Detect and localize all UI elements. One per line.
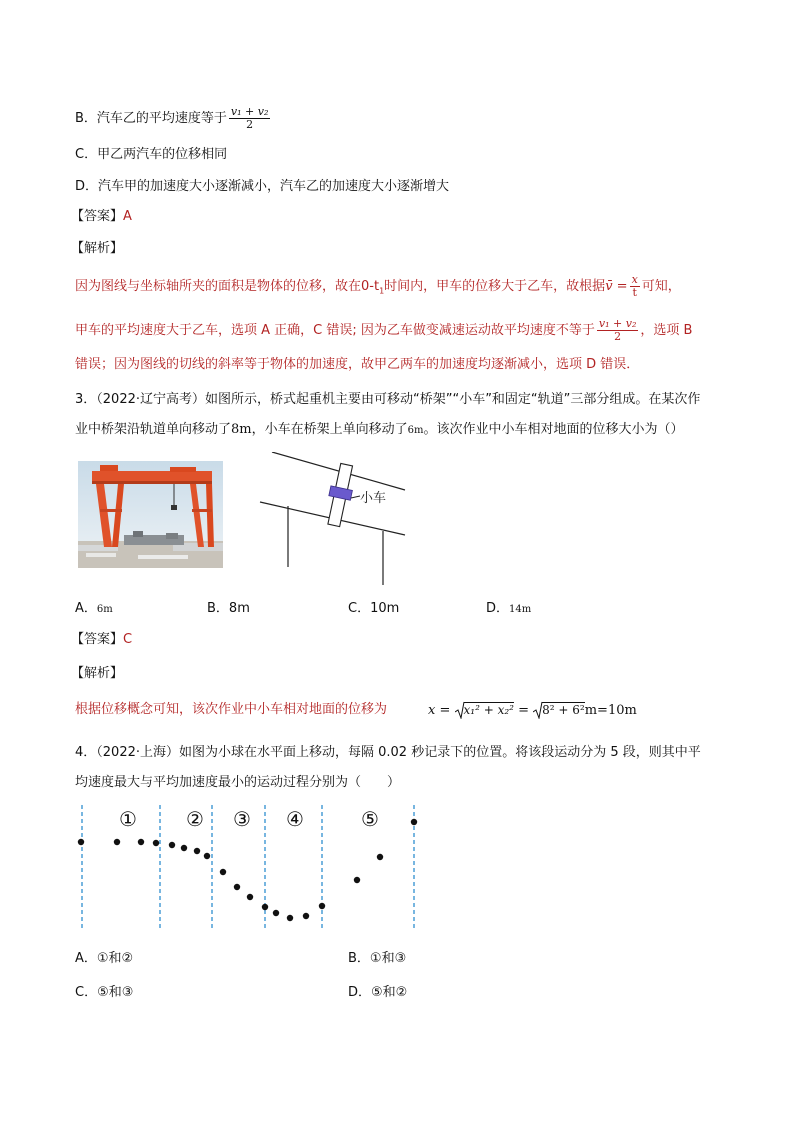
ball-position xyxy=(273,910,279,916)
answer-value: C xyxy=(123,632,133,647)
expl-sub: 1 xyxy=(379,286,385,296)
radicand: 8² + 6² xyxy=(542,703,585,717)
ball-position xyxy=(262,904,268,910)
ball-position xyxy=(354,877,360,883)
segment-label-4: ④ xyxy=(286,807,304,831)
option-letter: A． xyxy=(75,601,97,616)
crane-diagram xyxy=(250,452,420,588)
q2-option-b-fraction xyxy=(229,106,270,131)
ball-position xyxy=(411,819,417,825)
q3-option-c: C．10m xyxy=(348,601,400,616)
stem-value: 8m xyxy=(231,422,252,437)
expl-text: 因为图线与坐标轴所夹的面积是物体的位移，故在 xyxy=(75,279,362,294)
answer-label: 【答案】 xyxy=(71,632,124,647)
formula-tail: m=10m xyxy=(584,703,637,718)
q3-analysis-label: 【解析】 xyxy=(71,666,124,681)
ball-position xyxy=(377,854,383,860)
expl-text: ，选项 B xyxy=(640,323,693,338)
formula-root-2 xyxy=(533,701,585,720)
motion-diagram xyxy=(70,800,430,935)
trolley-label: 小车 xyxy=(360,491,387,506)
frac-numerator: x xyxy=(631,273,638,286)
q3-formula xyxy=(428,701,637,720)
q4-option-b: B．①和③ xyxy=(348,951,407,966)
segment-label-5: ⑤ xyxy=(361,807,379,831)
q2-explanation-line3: 错误；因为图线的切线的斜率等于物体的加速度，故甲乙两车的加速度均逐渐减小，选项 D 错误． xyxy=(75,357,640,372)
q2-explanation-line1 xyxy=(75,274,681,301)
expl-text: 甲车的平均速度大于乙车，选项 A 正确，C 错误; 因为乙车做变减速运动故平均速度不等于 xyxy=(75,323,595,338)
formula-root-1 xyxy=(455,701,514,720)
ball-position xyxy=(194,848,200,854)
q2-answer xyxy=(71,208,132,226)
ball-position xyxy=(303,913,309,919)
stem-text: 。该次作业中小车相对地面的位移大小为（） xyxy=(423,422,684,437)
option-letter: D． xyxy=(486,601,510,616)
formula-eq: = xyxy=(518,703,530,718)
trolley-leader xyxy=(351,496,360,498)
q2-option-d: D．汽车甲的加速度大小逐渐减小，汽车乙的加速度大小逐渐增大 xyxy=(75,179,450,194)
ball-position xyxy=(234,884,240,890)
stem-value: 6m xyxy=(407,425,424,436)
segment-label-2: ② xyxy=(186,807,204,831)
ball-position xyxy=(319,903,325,909)
q2-option-c: C．甲乙两汽车的位移相同 xyxy=(75,147,228,162)
q3-option-d xyxy=(486,600,531,619)
stem-text: 业中桥架沿轨道单向移动了 xyxy=(75,422,232,437)
expl-text: 可知， xyxy=(641,279,681,294)
ball-position xyxy=(153,840,159,846)
ball-position xyxy=(169,842,175,848)
ball-position xyxy=(181,845,187,851)
frac-denominator: 2 xyxy=(246,118,254,131)
option-value: 14m xyxy=(509,604,532,615)
q2-x-over-t xyxy=(630,274,640,299)
expl-text: 时间内，甲车的位移大于乙车，故根据 xyxy=(384,279,606,294)
stem-text: ，小车在桥架上单向移动了 xyxy=(251,422,408,437)
ball-position xyxy=(114,839,120,845)
expl-vbar: v̄ = xyxy=(605,279,628,294)
option-value: 6m xyxy=(96,604,113,615)
radical-icon xyxy=(533,701,543,719)
q2-option-b xyxy=(75,106,272,131)
ball-position xyxy=(287,915,293,921)
answer-label: 【答案】 xyxy=(71,209,124,224)
crane-photo xyxy=(78,461,223,568)
frac-numerator: v₁ + v₂ xyxy=(598,317,637,330)
ball-position xyxy=(78,839,84,845)
q4-option-a: A．①和② xyxy=(75,951,134,966)
q4-stem-line2: 均速度最大与平均加速度最小的运动过程分别为（ ） xyxy=(75,775,401,790)
ball-position xyxy=(138,839,144,845)
crane-photo-illustration xyxy=(78,461,223,568)
ball-position xyxy=(204,853,210,859)
q3-answer xyxy=(71,631,132,649)
q4-stem-line1: 4．（2022·上海）如图为小球在水平面上移动，每隔 0.02 秒记录下的位置。将该段运动分为 5 段，则其中平 xyxy=(75,745,701,760)
q4-option-c: C．⑤和③ xyxy=(75,985,134,1000)
frac-denominator: t xyxy=(632,286,637,299)
radical-icon xyxy=(455,701,465,719)
q3-stem-line2 xyxy=(75,421,684,440)
answer-value: A xyxy=(123,209,132,224)
radicand: x₁² + x₂² xyxy=(463,703,514,717)
formula-lhs: x = xyxy=(428,703,451,718)
ball-position xyxy=(247,894,253,900)
frac-numerator: v₁ + v₂ xyxy=(230,105,269,118)
ball-positions xyxy=(78,819,417,921)
q3-explanation: 根据位移概念可知，该次作业中小车相对地面的位移为 xyxy=(75,702,388,717)
frac-denominator: 2 xyxy=(614,330,622,343)
ball-position xyxy=(220,869,226,875)
q3-option-b: B．8m xyxy=(207,601,250,616)
q2-explanation-line2 xyxy=(75,318,692,343)
trolley-block xyxy=(329,486,353,500)
segment-label-1: ① xyxy=(119,807,137,831)
q3-option-a xyxy=(75,600,113,619)
q3-stem-line1: 3．（2022·辽宁高考）如图所示，桥式起重机主要由可移动“桥架”“小车”和固定“轨道”三部分组成。在某次作 xyxy=(75,392,701,407)
expl-t: 0-t xyxy=(361,279,380,294)
segment-label-3: ③ xyxy=(233,807,251,831)
q2-explanation-fraction xyxy=(597,318,638,343)
q2-analysis-label: 【解析】 xyxy=(71,241,124,256)
q4-option-d: D．⑤和② xyxy=(348,985,408,1000)
q2-option-b-text: B．汽车乙的平均速度等于 xyxy=(75,111,227,126)
